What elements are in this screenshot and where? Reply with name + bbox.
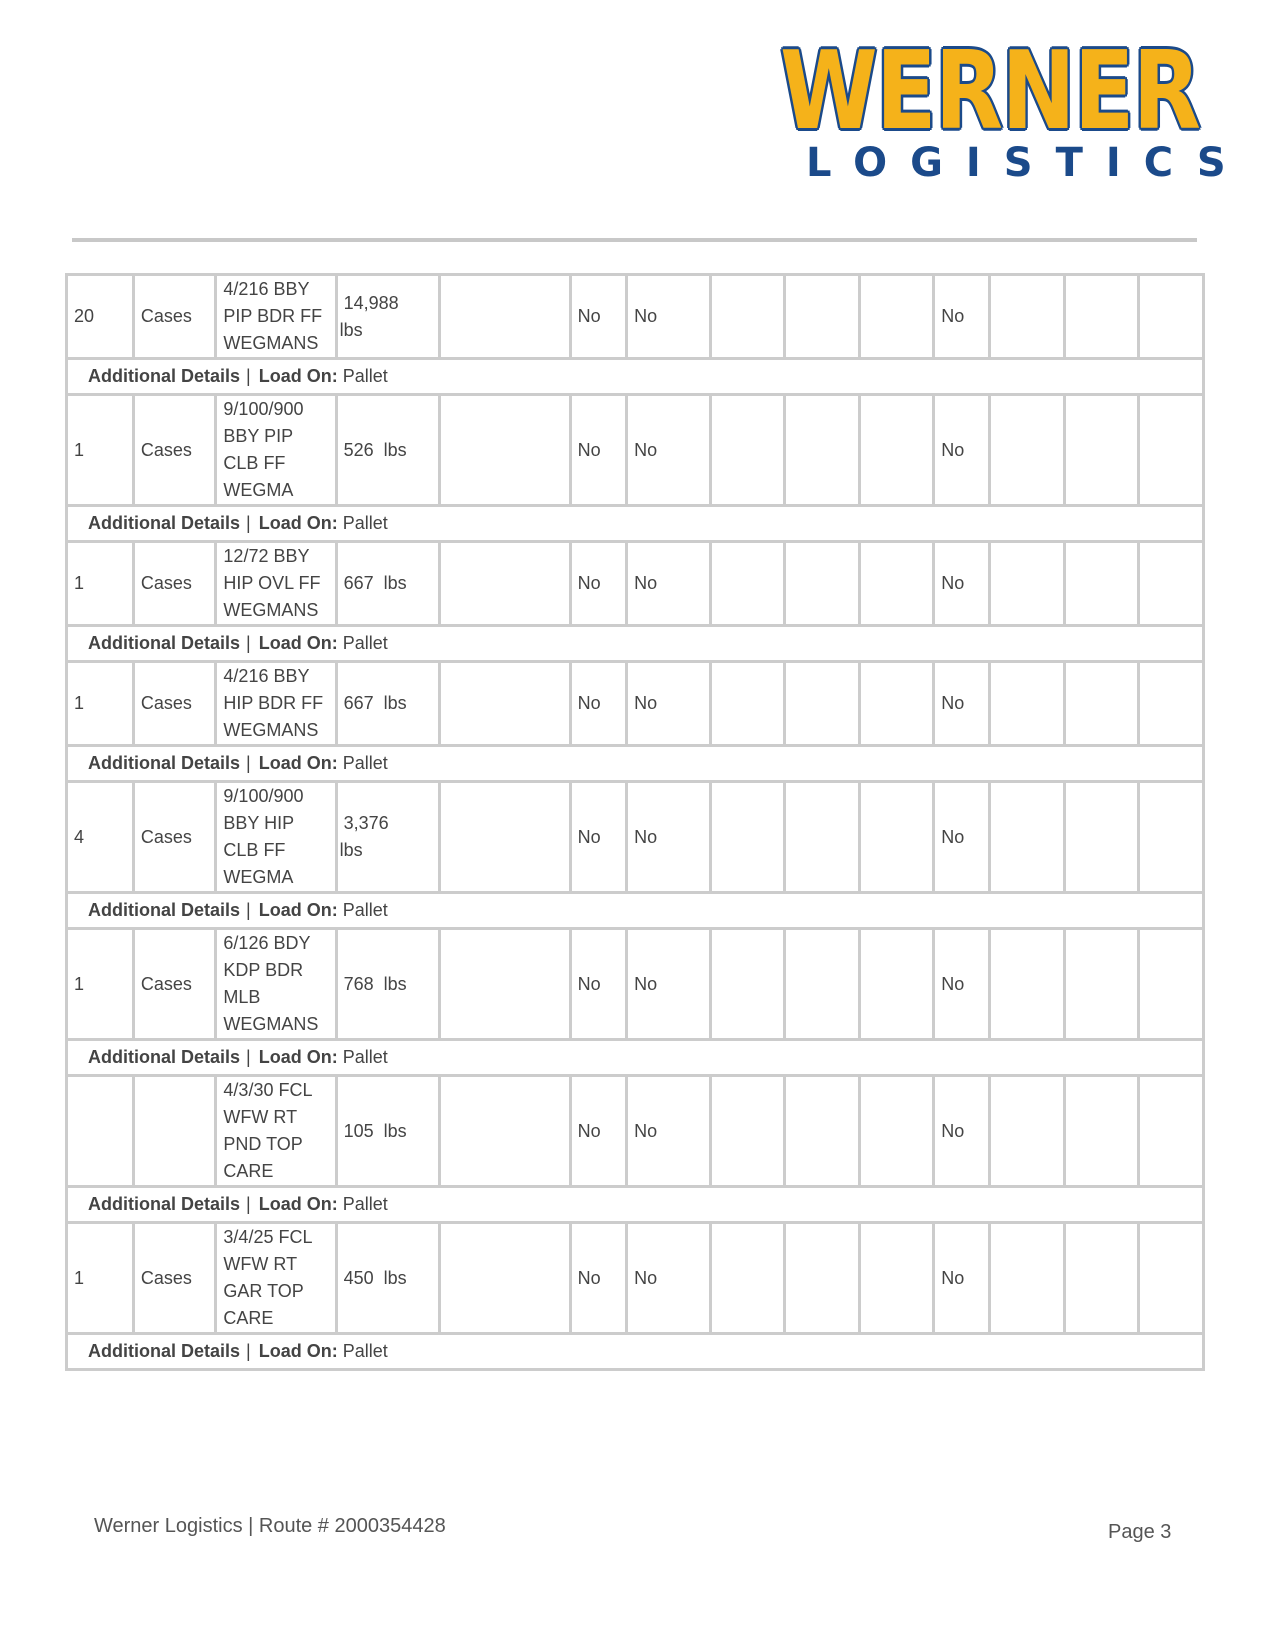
empty-cell: [989, 929, 1064, 1040]
empty-cell: [1064, 542, 1138, 626]
description-line: BBY PIP: [223, 426, 294, 446]
empty-cell: [989, 662, 1064, 746]
unit-cell: [133, 662, 216, 746]
weight-cell: [336, 395, 439, 506]
additional-details-cell: [67, 746, 1204, 782]
description-cell: [216, 395, 336, 506]
qty-value: 1: [74, 973, 85, 994]
additional-details-row: [67, 893, 1204, 929]
load-on-value: Pallet: [342, 1194, 388, 1214]
empty-cell: [440, 1223, 571, 1334]
additional-details-row: [67, 506, 1204, 542]
unit-cell: [133, 782, 216, 893]
flag-value: No: [577, 826, 601, 847]
empty-cell: [860, 395, 934, 506]
empty-cell: [860, 782, 934, 893]
description-line: WEGMANS: [223, 333, 319, 353]
weight-cell: [336, 929, 439, 1040]
empty-cell: [784, 662, 859, 746]
flag-value: No: [941, 973, 965, 994]
empty-cell: [1139, 1076, 1204, 1187]
weight-cell: [336, 542, 439, 626]
description-line: WEGMANS: [223, 1014, 319, 1034]
additional-details-row: [67, 359, 1204, 395]
flag-value: No: [634, 1267, 658, 1288]
unit-value: Cases: [140, 439, 192, 460]
additional-details-label: Additional Details: [88, 633, 241, 653]
additional-details-cell: [67, 893, 1204, 929]
description-line: HIP BDR FF: [223, 693, 324, 713]
table-row: [67, 929, 1204, 1040]
additional-details-cell: [67, 1040, 1204, 1076]
flag-value: No: [941, 439, 965, 460]
flag-cell: [627, 662, 711, 746]
empty-cell: [860, 1223, 934, 1334]
empty-cell: [989, 1223, 1064, 1334]
description-line: WEGMANS: [223, 720, 319, 740]
footer-route: Werner Logistics | Route # 2000354428: [94, 1515, 446, 1537]
load-on-value: Pallet: [342, 1341, 388, 1361]
details-separator: |: [246, 753, 251, 773]
additional-details-cell: [67, 506, 1204, 542]
weight-line: 3,376: [343, 813, 389, 833]
qty-value: 20: [74, 306, 95, 326]
empty-cell: [860, 1076, 934, 1187]
details-separator: |: [246, 366, 251, 386]
flag-cell: [570, 662, 626, 746]
qty-cell: [67, 395, 134, 506]
weight-cell: [336, 662, 439, 746]
description-line: GAR TOP: [223, 1281, 304, 1301]
flag-cell: [627, 782, 711, 893]
weight-cell: [336, 1223, 439, 1334]
flag-cell: [570, 929, 626, 1040]
table-row: [67, 542, 1204, 626]
load-on-value: Pallet: [342, 753, 388, 773]
description-line: 9/100/900: [223, 399, 304, 419]
empty-cell: [1064, 1223, 1138, 1334]
weight-cell: [336, 782, 439, 893]
unit-value: Cases: [140, 573, 192, 593]
table-row: [67, 275, 1204, 359]
unit-value: Cases: [140, 306, 192, 326]
flag-value: No: [941, 1120, 965, 1141]
logo-wordmark: WERNER: [780, 29, 1200, 154]
details-separator: |: [246, 1194, 251, 1214]
flag-cell: [934, 1076, 989, 1187]
unit-cell: [133, 1076, 216, 1187]
description-line: WEGMA: [223, 480, 294, 500]
table-row: [67, 1076, 1204, 1187]
flag-value: No: [941, 306, 965, 326]
flag-cell: [934, 1223, 989, 1334]
flag-value: No: [941, 573, 965, 593]
unit-value: Cases: [140, 1267, 192, 1288]
qty-cell: [67, 275, 134, 359]
empty-cell: [784, 782, 859, 893]
weight-line: 667 lbs: [343, 693, 407, 713]
flag-cell: [627, 542, 711, 626]
additional-details-label: Additional Details: [88, 366, 241, 386]
empty-cell: [440, 542, 571, 626]
empty-cell: [784, 395, 859, 506]
table-row: [67, 395, 1204, 506]
flag-cell: [934, 542, 989, 626]
description-line: KDP BDR: [223, 960, 304, 980]
flag-cell: [627, 1223, 711, 1334]
additional-details-row: [67, 746, 1204, 782]
unit-cell: [133, 929, 216, 1040]
load-on-label: Load On:: [258, 1194, 338, 1214]
empty-cell: [440, 1076, 571, 1187]
flag-value: No: [634, 826, 658, 847]
load-on-value: Pallet: [342, 366, 388, 386]
load-on-value: Pallet: [342, 900, 388, 920]
flag-cell: [570, 1223, 626, 1334]
empty-cell: [784, 1076, 859, 1187]
weight-line: lbs: [339, 840, 363, 860]
footer-page-number: Page 3: [1108, 1521, 1172, 1543]
qty-value: 4: [74, 826, 85, 847]
empty-cell: [1139, 542, 1204, 626]
flag-cell: [934, 929, 989, 1040]
flag-value: No: [634, 306, 658, 326]
flag-value: No: [634, 693, 658, 713]
qty-cell: [67, 1223, 134, 1334]
qty-value: 1: [74, 693, 85, 713]
additional-details-row: [67, 1187, 1204, 1223]
description-line: 4/3/30 FCL: [223, 1080, 313, 1100]
qty-cell: [67, 662, 134, 746]
empty-cell: [1064, 782, 1138, 893]
weight-line: 768 lbs: [343, 973, 407, 994]
description-line: MLB: [223, 987, 261, 1007]
additional-details-label: Additional Details: [88, 513, 241, 533]
qty-value: 1: [74, 1267, 85, 1288]
flag-value: No: [577, 306, 601, 326]
load-on-label: Load On:: [258, 1047, 338, 1067]
additional-details-cell: [67, 1187, 1204, 1223]
description-line: BBY HIP: [223, 813, 295, 833]
additional-details-row: [67, 1334, 1204, 1370]
description-line: 3/4/25 FCL: [223, 1227, 313, 1247]
flag-cell: [627, 929, 711, 1040]
load-on-label: Load On:: [258, 633, 338, 653]
weight-line: lbs: [339, 319, 363, 340]
header-divider: [72, 238, 1197, 242]
description-line: 6/126 BDY: [223, 933, 311, 953]
flag-cell: [934, 782, 989, 893]
empty-cell: [440, 782, 571, 893]
flag-cell: [627, 395, 711, 506]
empty-cell: [710, 275, 784, 359]
empty-cell: [1139, 1223, 1204, 1334]
description-line: 9/100/900: [223, 786, 304, 806]
empty-cell: [1139, 395, 1204, 506]
flag-value: No: [577, 439, 601, 460]
description-cell: [216, 542, 336, 626]
description-cell: [216, 1076, 336, 1187]
empty-cell: [1064, 662, 1138, 746]
description-cell: [216, 1223, 336, 1334]
empty-cell: [1064, 395, 1138, 506]
qty-value: 1: [74, 573, 85, 593]
empty-cell: [710, 929, 784, 1040]
qty-cell: [67, 929, 134, 1040]
werner-logistics-logo: [780, 29, 1249, 192]
empty-cell: [1064, 929, 1138, 1040]
load-on-value: Pallet: [342, 1047, 388, 1067]
qty-cell: [67, 542, 134, 626]
flag-value: No: [577, 1267, 601, 1288]
empty-cell: [1064, 1076, 1138, 1187]
details-separator: |: [246, 513, 251, 533]
table-row: [67, 1223, 1204, 1334]
flag-value: No: [577, 973, 601, 994]
flag-cell: [934, 662, 989, 746]
load-on-label: Load On:: [258, 366, 338, 386]
additional-details-label: Additional Details: [88, 1194, 241, 1214]
empty-cell: [989, 275, 1064, 359]
additional-details-cell: [67, 1334, 1204, 1370]
additional-details-label: Additional Details: [88, 1341, 241, 1361]
logo-subtitle: LOGISTICS: [806, 140, 1249, 186]
details-separator: |: [246, 900, 251, 920]
empty-cell: [989, 542, 1064, 626]
unit-value: Cases: [140, 973, 192, 994]
description-line: 4/216 BBY: [223, 279, 310, 299]
details-separator: |: [246, 1341, 251, 1361]
description-line: PIP BDR FF: [223, 306, 323, 326]
empty-cell: [1139, 662, 1204, 746]
empty-cell: [989, 782, 1064, 893]
flag-value: No: [941, 693, 965, 713]
flag-cell: [570, 542, 626, 626]
empty-cell: [989, 395, 1064, 506]
description-cell: [216, 782, 336, 893]
description-line: WEGMANS: [223, 600, 319, 620]
flag-cell: [627, 275, 711, 359]
empty-cell: [784, 542, 859, 626]
unit-cell: [133, 542, 216, 626]
empty-cell: [860, 929, 934, 1040]
additional-details-row: [67, 1040, 1204, 1076]
weight-line: 105 lbs: [343, 1120, 407, 1141]
unit-value: Cases: [140, 826, 192, 847]
empty-cell: [860, 275, 934, 359]
flag-value: No: [634, 573, 658, 593]
description-line: HIP OVL FF: [223, 573, 321, 593]
empty-cell: [710, 662, 784, 746]
empty-cell: [440, 275, 571, 359]
empty-cell: [1139, 929, 1204, 1040]
load-on-label: Load On:: [258, 513, 338, 533]
table-row: [67, 782, 1204, 893]
empty-cell: [784, 275, 859, 359]
qty-value: 1: [74, 439, 85, 460]
additional-details-cell: [67, 359, 1204, 395]
empty-cell: [710, 782, 784, 893]
flag-cell: [934, 395, 989, 506]
flag-cell: [570, 782, 626, 893]
description-cell: [216, 275, 336, 359]
load-on-value: Pallet: [342, 633, 388, 653]
flag-value: No: [577, 1120, 601, 1141]
description-line: 4/216 BBY: [223, 666, 310, 686]
empty-cell: [1064, 275, 1138, 359]
load-on-label: Load On:: [258, 900, 338, 920]
flag-cell: [934, 275, 989, 359]
description-line: PND TOP: [223, 1134, 303, 1154]
empty-cell: [440, 662, 571, 746]
description-line: WFW RT: [223, 1254, 298, 1274]
weight-cell: [336, 275, 439, 359]
table-row: [67, 662, 1204, 746]
description-cell: [216, 662, 336, 746]
unit-cell: [133, 275, 216, 359]
unit-cell: [133, 1223, 216, 1334]
additional-details-label: Additional Details: [88, 1047, 241, 1067]
empty-cell: [860, 662, 934, 746]
empty-cell: [710, 395, 784, 506]
details-separator: |: [246, 1047, 251, 1067]
details-separator: |: [246, 633, 251, 653]
empty-cell: [1139, 275, 1204, 359]
description-line: CLB FF: [223, 840, 286, 860]
empty-cell: [440, 395, 571, 506]
additional-details-label: Additional Details: [88, 900, 241, 920]
qty-cell: [67, 782, 134, 893]
flag-cell: [570, 275, 626, 359]
flag-value: No: [941, 826, 965, 847]
empty-cell: [440, 929, 571, 1040]
weight-line: 450 lbs: [343, 1267, 407, 1288]
line-items-table: [65, 273, 1205, 1371]
description-cell: [216, 929, 336, 1040]
flag-cell: [570, 1076, 626, 1187]
additional-details-cell: [67, 626, 1204, 662]
description-line: WFW RT: [223, 1107, 298, 1127]
load-on-label: Load On:: [258, 753, 338, 773]
description-line: 12/72 BBY: [223, 546, 310, 566]
weight-line: 667 lbs: [343, 573, 407, 593]
unit-cell: [133, 395, 216, 506]
flag-value: No: [941, 1267, 965, 1288]
empty-cell: [784, 1223, 859, 1334]
empty-cell: [860, 542, 934, 626]
flag-value: No: [634, 1120, 658, 1141]
flag-value: No: [577, 573, 601, 593]
empty-cell: [710, 1076, 784, 1187]
weight-line: 526 lbs: [343, 439, 407, 460]
empty-cell: [710, 542, 784, 626]
flag-cell: [570, 395, 626, 506]
description-line: CLB FF: [223, 453, 286, 473]
weight-cell: [336, 1076, 439, 1187]
description-line: WEGMA: [223, 867, 294, 887]
description-line: CARE: [223, 1161, 274, 1181]
load-on-label: Load On:: [258, 1341, 338, 1361]
empty-cell: [710, 1223, 784, 1334]
empty-cell: [784, 929, 859, 1040]
flag-value: No: [634, 973, 658, 994]
qty-cell: [67, 1076, 134, 1187]
unit-value: Cases: [140, 693, 192, 713]
weight-line: 14,988: [343, 292, 399, 313]
flag-value: No: [577, 693, 601, 713]
empty-cell: [989, 1076, 1064, 1187]
additional-details-label: Additional Details: [88, 753, 241, 773]
description-line: CARE: [223, 1308, 274, 1328]
flag-cell: [627, 1076, 711, 1187]
load-on-value: Pallet: [342, 513, 388, 533]
additional-details-row: [67, 626, 1204, 662]
flag-value: No: [634, 439, 658, 460]
empty-cell: [1139, 782, 1204, 893]
